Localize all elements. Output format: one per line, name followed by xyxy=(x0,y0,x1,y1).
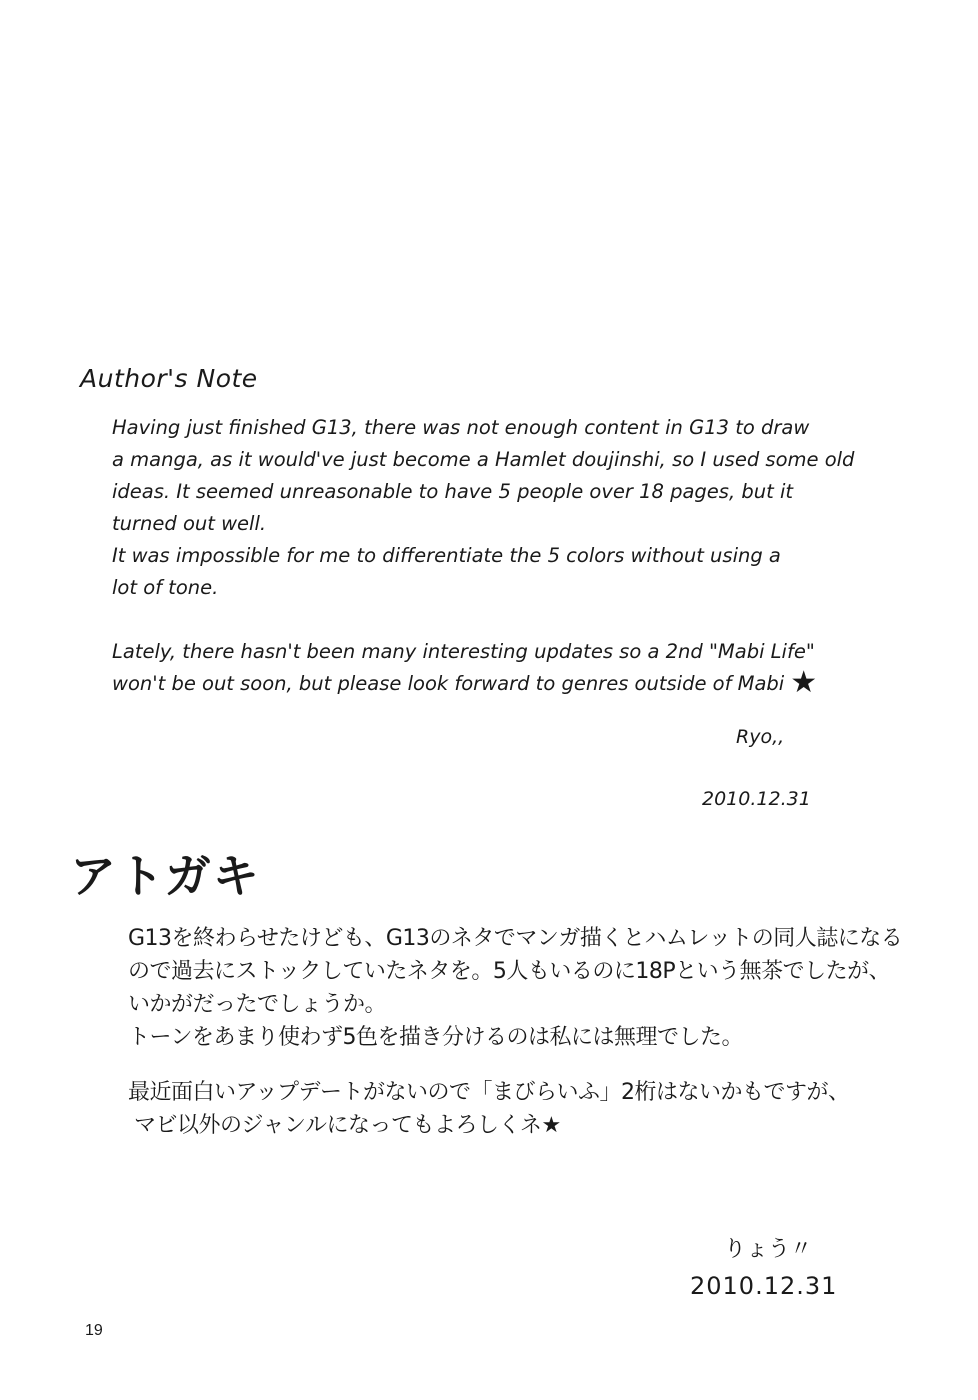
paragraph-gap xyxy=(128,1054,908,1076)
japanese-note-title: アトガキ xyxy=(70,849,261,903)
english-line: lot of tone. xyxy=(112,576,219,599)
japanese-line: G13を終わらせたけども、G13のネタでマンガ描くとハムレットの同人誌になる xyxy=(128,926,903,951)
english-date: 2010.12.31 xyxy=(702,788,811,810)
paragraph-gap xyxy=(112,604,912,636)
english-line: a manga, as it would've just become a Hamlet doujinshi, so I used some old xyxy=(112,448,855,471)
japanese-signature: りょう〃 xyxy=(724,1237,813,1262)
english-line: Lately, there hasn't been many interesting updates so a 2nd "Mabi Life" xyxy=(112,640,815,663)
english-line-text: won't be out soon, but please look forward to genres outside of Mabi xyxy=(112,672,785,695)
japanese-date: 2010.12.31 xyxy=(690,1272,838,1300)
english-line: turned out well. xyxy=(112,512,267,535)
english-note-body xyxy=(112,412,912,700)
japanese-line: ので過去にストックしていたネタを。5人もいるのに18Pという無茶でしたが、 xyxy=(128,959,891,984)
japanese-line: いかがだったでしょうか。 xyxy=(128,992,387,1017)
english-signature: Ryo,, xyxy=(736,726,785,748)
english-note-title: Author's Note xyxy=(80,364,258,393)
japanese-note-body xyxy=(128,922,908,1142)
japanese-line: トーンをあまり使わず5色を描き分けるのは私には無理でした。 xyxy=(128,1025,744,1050)
english-line: Having just finished G13, there was not enough content in G13 to draw xyxy=(112,416,810,439)
english-line: It was impossible for me to differentiate the 5 colors without using a xyxy=(112,544,781,567)
japanese-line: マビ以外のジャンルになってもよろしくネ★ xyxy=(134,1113,561,1138)
japanese-line: 最近面白いアップデートがないので「まびらいふ」2桁はないかもですが、 xyxy=(128,1080,850,1105)
english-line-last xyxy=(112,665,912,700)
english-line: ideas. It seemed unreasonable to have 5 people over 18 pages, but it xyxy=(112,480,794,503)
star-icon: ★ xyxy=(790,665,818,700)
page-number: 19 xyxy=(85,1322,103,1339)
